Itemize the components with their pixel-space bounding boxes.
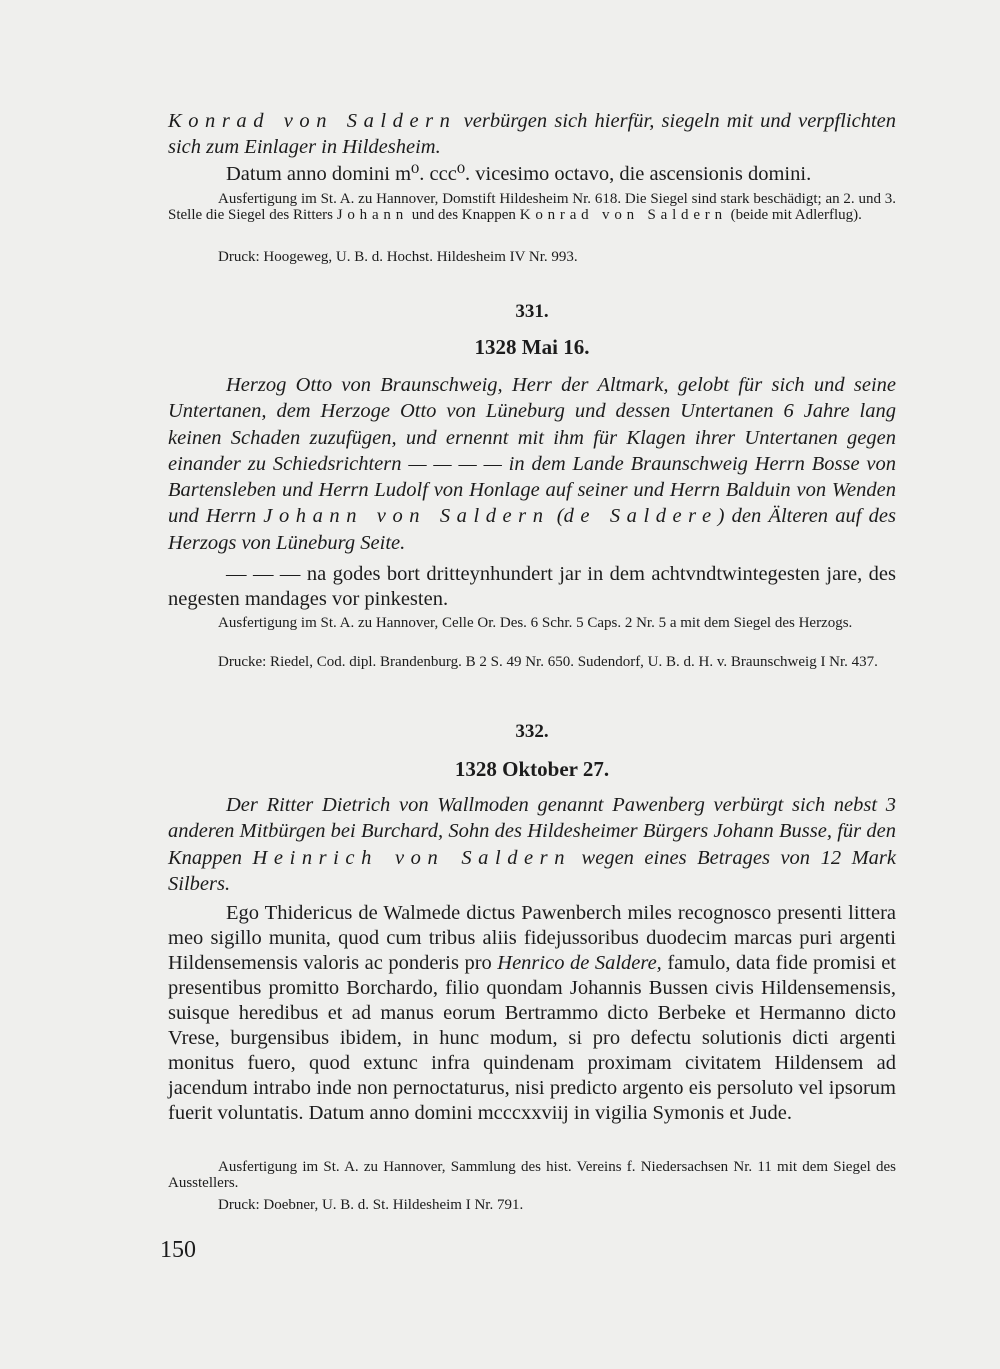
- doc-331-number: 331.: [515, 301, 549, 322]
- doc-332-date: 1328 Oktober 27.: [454, 757, 610, 781]
- doc-330-print: Druck: Hoogeweg, U. B. d. Hochst. Hildesheim IV Nr. 993.: [218, 249, 578, 265]
- doc-330-datum: Datum anno domini m⁰. ccc⁰. vicesimo octavo, die ascensionis domini.: [226, 163, 812, 185]
- doc-332-number: 332.: [515, 721, 549, 742]
- doc-332-print: Druck: Doebner, U. B. d. St. Hildesheim I Nr. 791.: [218, 1197, 524, 1213]
- doc-332-source-note: Ausfertigung im St. A. zu Hannover, Sammlung des hist. Vereins f. Niedersachsen Nr. 11 mit dem Siegel des Ausstellers.: [168, 1159, 896, 1191]
- name-spaced: Konrad von Saldern: [519, 206, 727, 223]
- name-spaced: de Saldere: [563, 505, 718, 528]
- name-spaced: Johann: [336, 206, 409, 223]
- name-spaced: Konrad von Saldern: [168, 110, 457, 132]
- name-spaced: Heinrich von Saldern: [252, 846, 572, 869]
- doc-331-prints: Drucke: Riedel, Cod. dipl. Brandenburg. B 2 S. 49 Nr. 650. Sudendorf, U. B. d. H. v. Braunschweig I Nr. 437.: [218, 654, 878, 670]
- doc-332-text: Ego Thidericus de Walmede dictus Pawenberch miles recognosco presenti littera meo sigillo munita, quod cum tribus aliis fidejussoribus duodecim marcas puri argenti Hildensemensis valoris ac ponderis pro Henrico de Saldere, famulo, data fide promisi et presentibus promitto Borchardo, filio quondam Johannis Bussen civis Hildensemensis, suisque heredibus et ad manus eorum Bertrammo dicto Berbeke et Hermanno dicto Vrese, burgensibus ibidem, in hunc modum, si pro defectu solutionis dicti argenti monitus fuero, quod extunc infra quindenam proximam civitatem Hildensem ad jacendum intrabo inde non pernoctaturus, nisi predicto argento eis persoluto vel ipsorum fuerit voluntatis. Datum anno domini mcccxxviij in vigilia Symonis et Jude.: [168, 902, 896, 1124]
- doc-330-source-note: Ausfertigung im St. A. zu Hannover, Domstift Hildesheim Nr. 618. Die Siegel sind stark beschädigt; an 2. und 3. Stelle die Siegel des Ritters Johann und des Knappen Konrad von Saldern (beide mit Adlerflug).: [168, 191, 896, 223]
- doc-332-summary: Der Ritter Dietrich von Wallmoden genannt Pawenberg verbürgt sich nebst 3 anderen Mitbürgen bei Burchard, Sohn des Hildesheimer Bürgers Johann Busse, für den Knappen Heinrich von Saldern wegen eines Betrages von 12 Mark Silbers.: [168, 794, 896, 895]
- italic-name: Henrico de Saldere,: [497, 952, 662, 974]
- doc-330-summary-tail: Konrad von Saldern verbürgen sich hierfür, siegeln mit und verpflichten sich zum Einlager in Hildesheim.: [168, 110, 897, 159]
- page-number: 150: [160, 1237, 196, 1263]
- doc-331-source-note: Ausfertigung im St. A. zu Hannover, Celle Or. Des. 6 Schr. 5 Caps. 2 Nr. 5 a mit dem Siegel des Herzogs.: [218, 615, 853, 631]
- doc-331-summary: Herzog Otto von Braunschweig, Herr der Altmark, gelobt für sich und seine Untertanen, dem Herzoge Otto von Lüneburg und dessen Untertanen 6 Jahre lang keinen Schaden zuzufügen, und ernennt mit ihm für Klagen ihrer Untertanen gegen einander zu Schiedsrichtern — — — — in dem Lande Braunschweig Herrn Bosse von Bartensleben und Herrn Ludolf von Honlage auf seiner und Herrn Balduin von Wenden und Herrn Johann von Saldern (de Saldere) den Älteren auf des Herzogs von Lüneburg Seite.: [168, 374, 896, 554]
- doc-331-date: 1328 Mai 16.: [474, 335, 590, 359]
- name-spaced: Johann von Saldern: [263, 505, 550, 528]
- doc-331-text: — — — na godes bort dritteynhundert jar in dem achtvndtwintegesten jare, des negesten mandages vor pinkesten.: [168, 563, 896, 610]
